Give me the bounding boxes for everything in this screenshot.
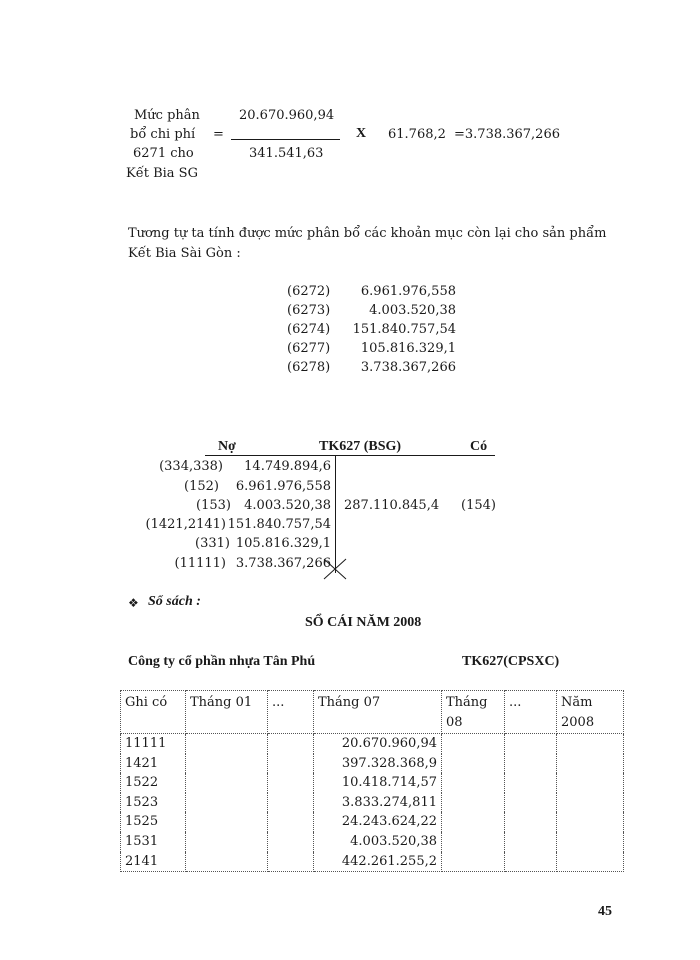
company-name: Công ty cổ phần nhựa Tân Phú	[128, 654, 316, 669]
row-month-07-value: 10.418.714,57	[314, 773, 442, 793]
table-row	[121, 773, 624, 793]
ledger-header-row	[121, 691, 624, 734]
formula-equals: =	[213, 127, 224, 142]
formula-denominator: 341.541,63	[249, 146, 324, 161]
fraction-bar	[231, 139, 340, 140]
t-debit-value: 105.816.329,1	[235, 536, 331, 551]
formula-label-line-4: Kết Bia SG	[126, 166, 198, 181]
formula-factor: 61.768,2	[388, 127, 446, 142]
row-month-07-value: 24.243.624,22	[314, 812, 442, 832]
ledger-table	[120, 690, 624, 872]
paragraph-line-1: Tương tự ta tính được mức phân bổ các khoản mục còn lại cho sản phẩm	[128, 226, 607, 241]
row-code: 2141	[121, 852, 186, 872]
row-month-07-value: 397.328.368,9	[314, 754, 442, 774]
allocation-code: (6274)	[287, 322, 331, 337]
t-debit-value: 14.749.894,6	[244, 459, 331, 474]
t-account-title: TK627 (BSG)	[319, 439, 402, 454]
t-credit-code: (154)	[461, 498, 496, 513]
header-year-2008: Năm 2008	[557, 691, 624, 734]
table-row	[121, 754, 624, 774]
t-debit-code: (152)	[184, 479, 219, 494]
allocation-value: 3.738.367,266	[360, 360, 456, 375]
t-account-top-line	[205, 455, 495, 456]
ledger-account: TK627(CPSXC)	[462, 654, 560, 669]
formula-label-line-1: Mức phân	[134, 108, 200, 123]
header-ellipsis: ...	[505, 691, 557, 734]
row-month-07-value: 20.670.960,94	[314, 734, 442, 754]
formula-label-line-2: bổ chi phí	[130, 127, 196, 142]
t-account-center-line	[335, 455, 336, 573]
t-debit-value: 3.738.367,266	[235, 556, 331, 571]
table-row	[121, 832, 624, 852]
table-row	[121, 793, 624, 813]
allocation-value: 4.003.520,38	[369, 303, 456, 318]
formula-numerator: 20.670.960,94	[239, 108, 335, 123]
t-debit-code: (1421,2141)	[145, 517, 226, 532]
t-debit-value: 151.840.757,54	[227, 517, 331, 532]
header-month-07: Tháng 07	[314, 691, 442, 734]
t-debit-code: (331)	[195, 536, 230, 551]
row-code: 1531	[121, 832, 186, 852]
t-debit-value: 4.003.520,38	[244, 498, 331, 513]
row-code: 1522	[121, 773, 186, 793]
formula-result: =3.738.367,266	[454, 127, 560, 142]
row-month-07-value: 4.003.520,38	[314, 832, 442, 852]
allocation-code: (6277)	[287, 341, 331, 356]
t-debit-code: (11111)	[174, 556, 226, 571]
bullet-diamond-icon: ❖	[128, 596, 139, 610]
allocation-code: (6273)	[287, 303, 331, 318]
allocation-code: (6278)	[287, 360, 331, 375]
allocation-code: (6272)	[287, 284, 331, 299]
row-month-07-value: 3.833.274,811	[314, 793, 442, 813]
section-heading: Sổ sách :	[148, 594, 201, 609]
ledger-title: SỔ CÁI NĂM 2008	[305, 615, 422, 630]
row-month-07-value: 442.261.255,2	[314, 852, 442, 872]
table-row	[121, 812, 624, 832]
header-credit-account: Ghi có	[121, 691, 186, 734]
t-credit-value: 287.110.845,4	[344, 498, 440, 513]
row-code: 11111	[121, 734, 186, 754]
formula-times-sign: X	[356, 126, 367, 141]
allocation-value: 151.840.757,54	[352, 322, 456, 337]
t-debit-value: 6.961.976,558	[235, 479, 331, 494]
t-debit-code: (334,338)	[159, 459, 223, 474]
table-row	[121, 852, 624, 872]
paragraph-line-2: Kết Bia Sài Gòn :	[128, 246, 241, 261]
t-account-debit-label: Nợ	[218, 439, 236, 454]
row-code: 1421	[121, 754, 186, 774]
header-month-01: Tháng 01	[186, 691, 268, 734]
table-row	[121, 734, 624, 754]
t-account-credit-label: Có	[470, 439, 488, 454]
header-month-08: Tháng 08	[442, 691, 505, 734]
page-number: 45	[598, 904, 612, 919]
row-code: 1523	[121, 793, 186, 813]
header-ellipsis: ...	[268, 691, 314, 734]
allocation-value: 105.816.329,1	[360, 341, 456, 356]
row-code: 1525	[121, 812, 186, 832]
allocation-value: 6.961.976,558	[360, 284, 456, 299]
formula-label-line-3: 6271 cho	[133, 146, 194, 161]
t-debit-code: (153)	[196, 498, 231, 513]
